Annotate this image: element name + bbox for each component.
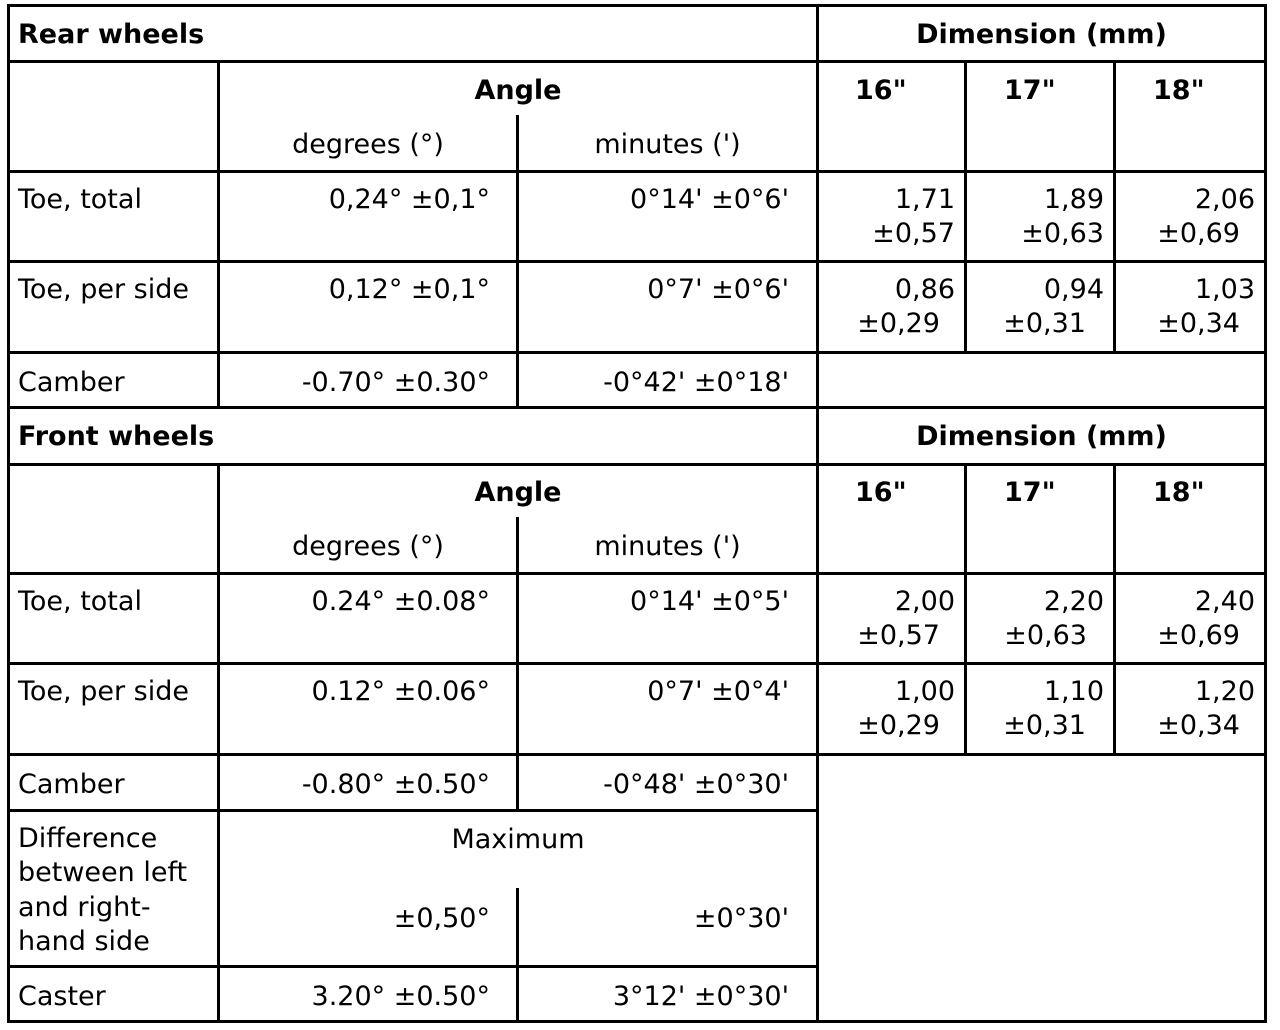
rule [7, 170, 1267, 173]
rule [7, 260, 1267, 263]
front-dim-17-tolerance: ±0,31 [1003, 710, 1086, 741]
rule [7, 351, 1267, 354]
front-row-minutes: ±0°30' [693, 903, 789, 934]
rule [7, 1020, 1267, 1023]
rule [1264, 4, 1267, 1023]
front-degrees-header: degrees (°) [292, 531, 444, 562]
rear-dim-17-tolerance: ±0,31 [1003, 308, 1086, 339]
front-dim-18-tolerance: ±0,69 [1157, 620, 1240, 651]
front-dim-16-value: 1,00 [894, 676, 955, 707]
front-size-18: 18" [1153, 477, 1205, 508]
rear-dim-16-value: 1,71 [894, 184, 955, 215]
rear-dimension-header: Dimension (mm) [916, 19, 1167, 50]
rear-row-minutes: 0°14' ±0°6' [630, 184, 789, 215]
rear-dim-17-value: 1,89 [1043, 184, 1104, 215]
front-row-minutes: 0°14' ±0°5' [630, 586, 789, 617]
front-row-degrees: ±0,50° [393, 903, 490, 934]
rule [7, 463, 1267, 466]
rule [7, 662, 1267, 665]
rear-size-18: 18" [1153, 75, 1205, 106]
front-row-label-line: between left [18, 857, 188, 888]
rule [7, 60, 1267, 63]
front-dimension-header: Dimension (mm) [916, 421, 1167, 452]
rear-dim-18-value: 1,03 [1194, 274, 1255, 305]
rule [7, 572, 1267, 575]
rule [7, 406, 1267, 409]
rule [7, 4, 10, 1023]
front-dim-18-value: 2,40 [1194, 586, 1255, 617]
rear-row-minutes: 0°7' ±0°6' [647, 274, 789, 305]
front-row-label-line: hand side [18, 926, 150, 957]
rule [816, 4, 819, 1023]
front-row-degrees: 0.24° ±0.08° [311, 586, 490, 617]
front-dim-18-tolerance: ±0,34 [1157, 710, 1240, 741]
rear-row-degrees: -0.70° ±0.30° [301, 367, 490, 398]
front-row-minutes: -0°48' ±0°30' [603, 769, 789, 800]
front-angle-header: Angle [474, 477, 562, 508]
front-dim-18-value: 1,20 [1194, 676, 1255, 707]
front-dim-16-value: 2,00 [894, 586, 955, 617]
front-row-degrees: -0.80° ±0.50° [301, 769, 490, 800]
front-row-label: Toe, total [18, 586, 142, 617]
rear-row-label: Toe, total [18, 184, 142, 215]
rear-degrees-header: degrees (°) [292, 129, 444, 160]
front-dim-16-tolerance: ±0,29 [857, 710, 940, 741]
front-row-label: Camber [18, 769, 125, 800]
front-section-title: Front wheels [18, 421, 215, 452]
front-minutes-header: minutes (') [594, 531, 741, 562]
front-row-minutes: 0°7' ±0°4' [647, 676, 789, 707]
rear-row-label: Camber [18, 367, 125, 398]
rear-dim-16-tolerance: ±0,29 [857, 308, 940, 339]
rule [7, 965, 819, 968]
front-size-17: 17" [1004, 477, 1056, 508]
rear-dim-17-tolerance: ±0,63 [1021, 218, 1104, 249]
rule [7, 753, 1267, 756]
front-row-label-line: and right- [18, 892, 151, 923]
rear-dim-18-tolerance: ±0,34 [1157, 308, 1240, 339]
rear-angle-header: Angle [474, 75, 562, 106]
front-dim-16-tolerance: ±0,57 [857, 620, 940, 651]
rear-dim-18-value: 2,06 [1194, 184, 1255, 215]
rear-section-title: Rear wheels [18, 19, 205, 50]
front-size-16: 16" [855, 477, 907, 508]
rule [217, 60, 220, 409]
front-row-label-line: Difference [18, 823, 158, 854]
rear-dim-16-tolerance: ±0,57 [872, 218, 955, 249]
front-dim-17-tolerance: ±0,63 [1004, 620, 1087, 651]
front-row-minutes: 3°12' ±0°30' [612, 981, 789, 1012]
front-dim-17-value: 2,20 [1043, 586, 1104, 617]
front-row-label: Caster [18, 981, 106, 1012]
rear-row-label: Toe, per side [18, 274, 189, 305]
rear-minutes-header: minutes (') [594, 129, 741, 160]
rear-size-17: 17" [1004, 75, 1056, 106]
rear-row-degrees: 0,24° ±0,1° [328, 184, 490, 215]
rear-dim-18-tolerance: ±0,69 [1157, 218, 1240, 249]
front-dim-17-value: 1,10 [1043, 676, 1104, 707]
front-row-label: Toe, per side [18, 676, 189, 707]
front-row-degrees: 3.20° ±0.50° [311, 981, 490, 1012]
rear-dim-16-value: 0,86 [894, 274, 955, 305]
front-row-degrees: 0.12° ±0.06° [311, 676, 490, 707]
rear-dim-17-value: 0,94 [1043, 274, 1104, 305]
rear-row-minutes: -0°42' ±0°18' [603, 367, 789, 398]
maximum-subheader: Maximum [451, 824, 585, 855]
rule [7, 4, 1267, 7]
rear-row-degrees: 0,12° ±0,1° [328, 274, 490, 305]
rear-size-16: 16" [855, 75, 907, 106]
rule [7, 809, 819, 812]
